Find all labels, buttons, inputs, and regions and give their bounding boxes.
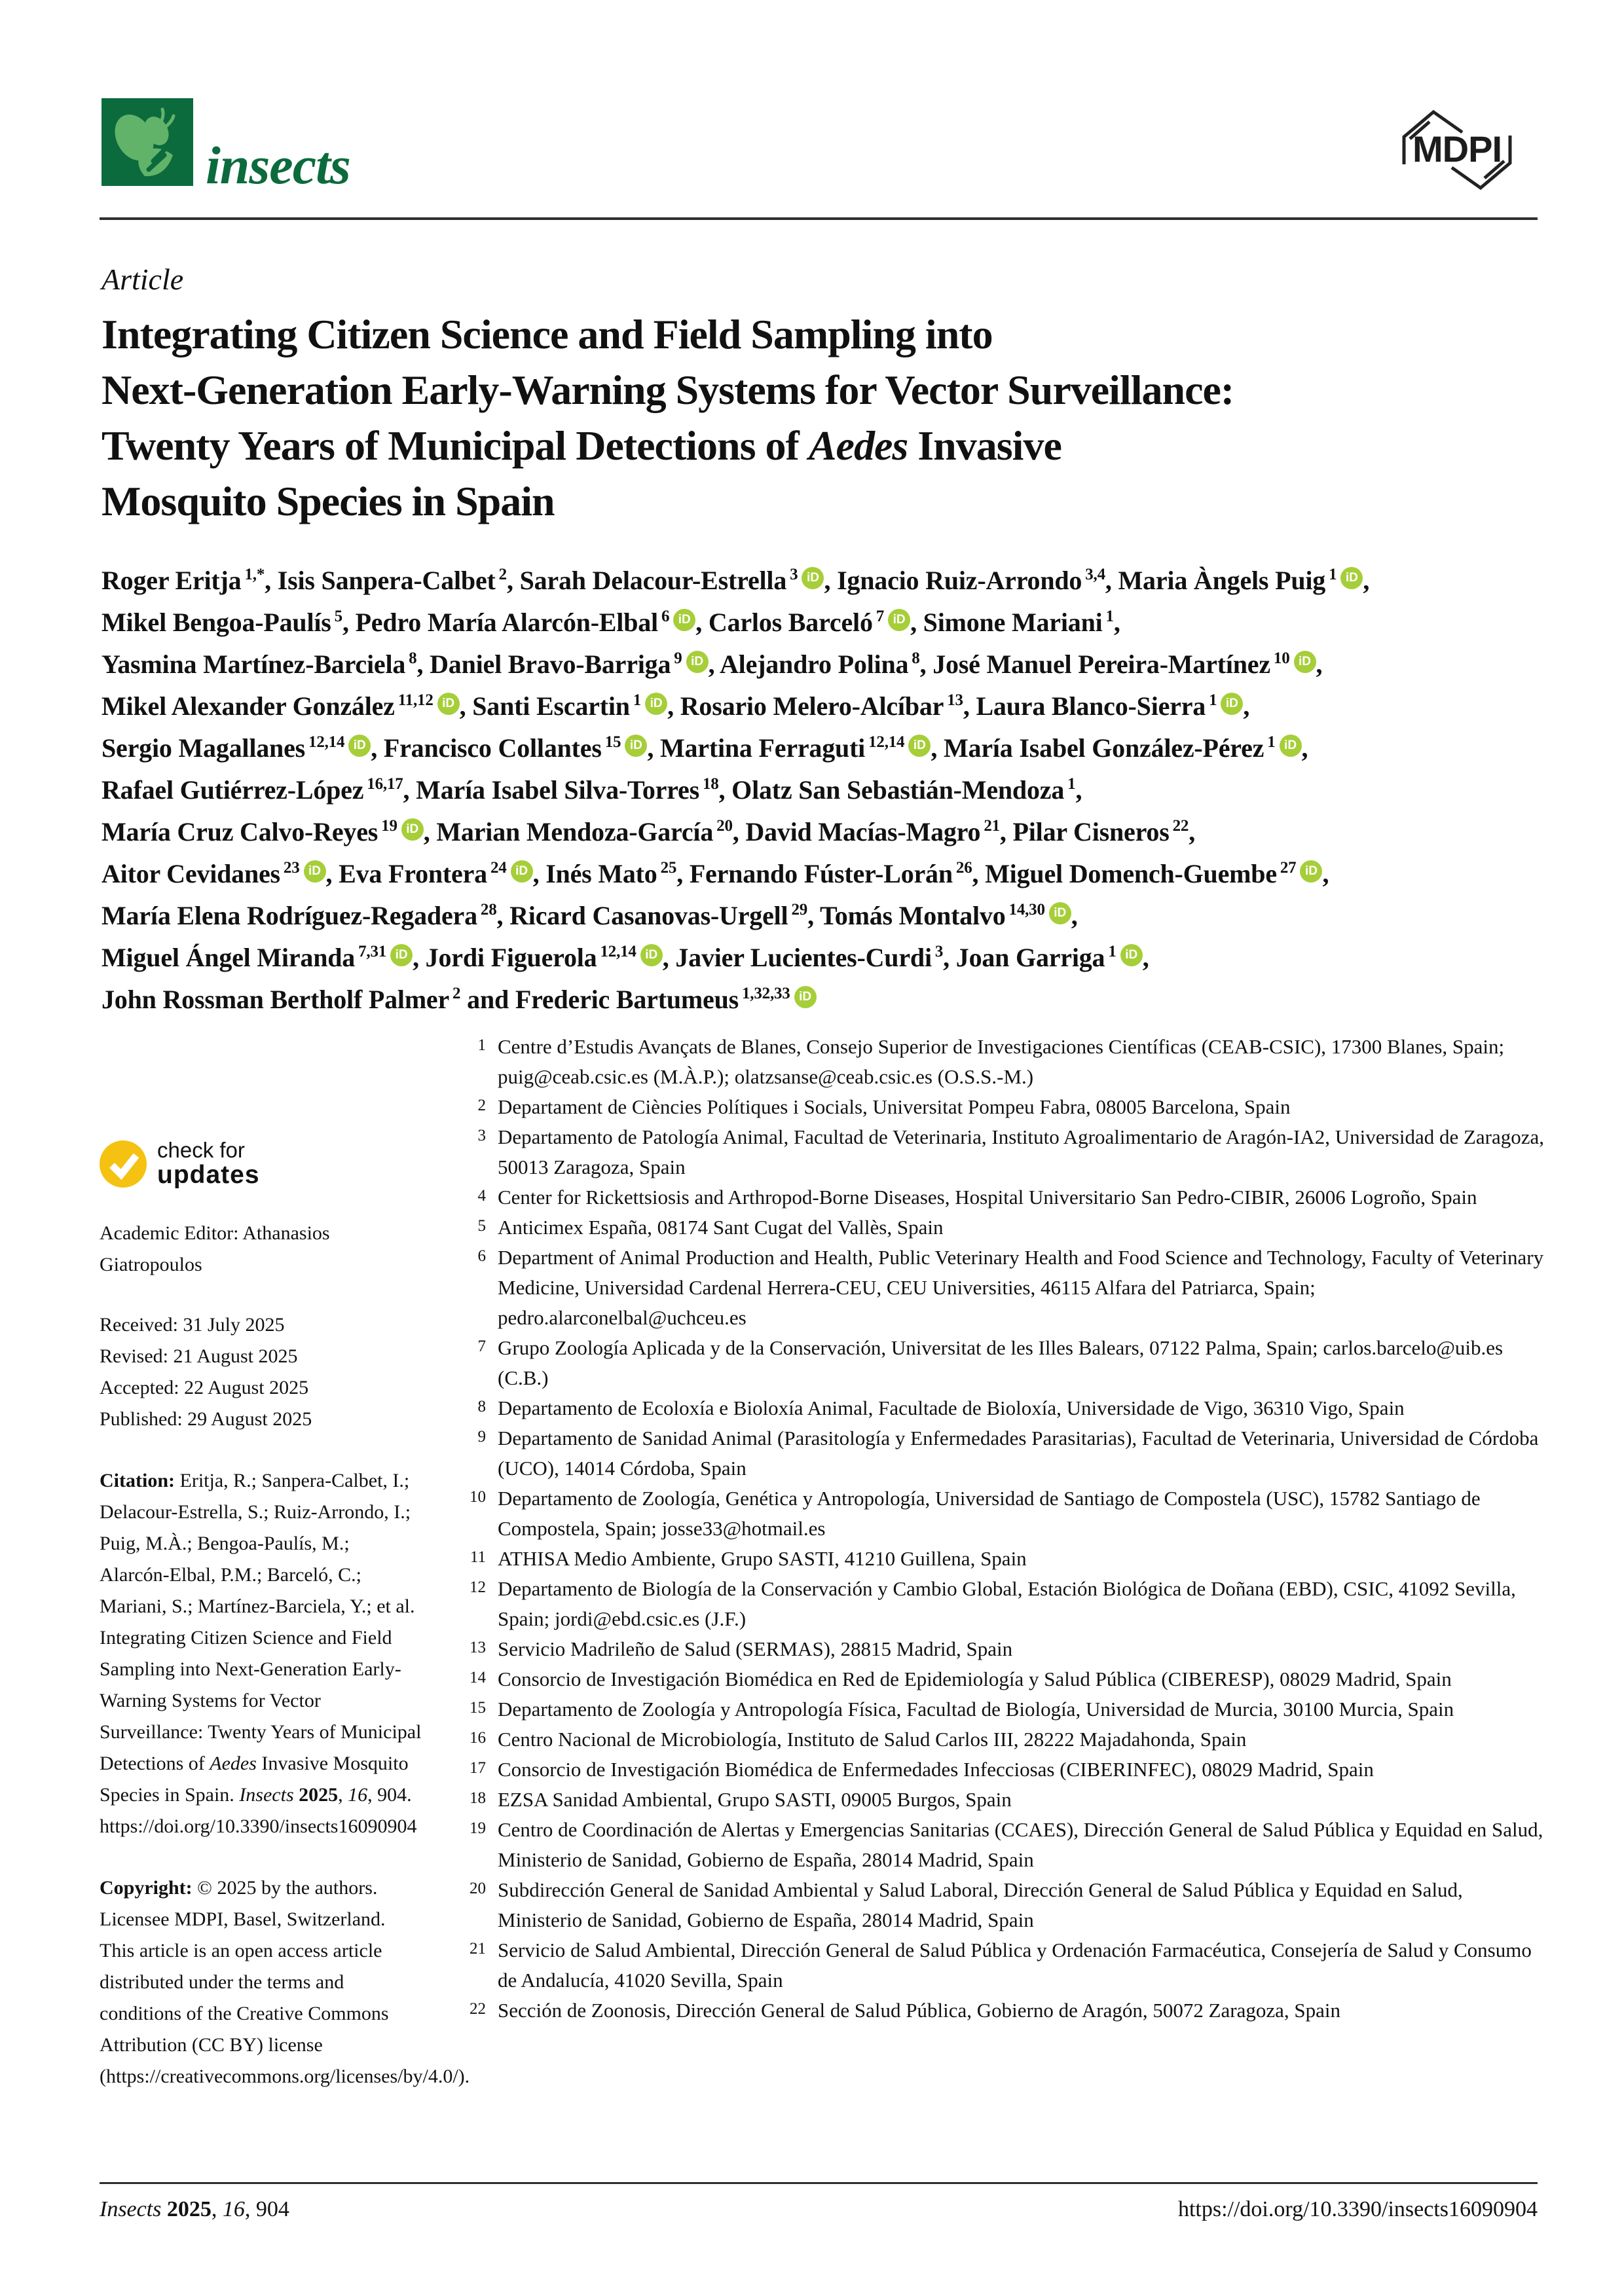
title-line: Integrating Citizen Science and Field Sampling into [101, 311, 993, 357]
author-affiliation-superscript: 6 [661, 608, 670, 625]
author-separator: , [1189, 817, 1196, 847]
affiliation-text: EZSA Sanidad Ambiental, Grupo SASTI, 09005 Burgos, Spain [498, 1788, 1012, 1811]
affiliation-text: Centre d’Estudis Avançats de Blanes, Consejo Superior de Investigaciones Científicas (CEAB-CSIC), 17300 Blanes, Spain; puig@ceab.csic.es (M.À.P.); olatzsanse@ceab.csic.es (O.S.S.-M.) [498, 1035, 1505, 1088]
author-line [101, 771, 1581, 813]
affiliation-number: 2 [477, 1097, 486, 1114]
orcid-icon[interactable]: iD [401, 818, 424, 841]
affiliation-number: 19 [470, 1819, 486, 1837]
author-name: Jordi Figuerola [425, 943, 597, 972]
author-affiliation-superscript: 1,32,33 [742, 985, 790, 1002]
left-sidebar [100, 1138, 470, 2092]
author-name: Carlos Barceló [708, 608, 873, 637]
author-affiliation-superscript: 3 [934, 943, 944, 960]
author-affiliation-superscript: 27 [1280, 859, 1297, 877]
date-line: Accepted: 22 August 2025 [100, 1376, 309, 1398]
author-separator: , [1142, 943, 1149, 972]
affiliation-text: Departament de Ciències Polítiques i Socials, Universitat Pompeu Fabra, 08005 Barcelona, Spain [498, 1095, 1291, 1118]
author-separator: , [807, 901, 820, 930]
affiliation-text: Sección de Zoonosis, Dirección General de Salud Pública, Gobierno de Aragón, 50072 Zaragoza, Spain [498, 1999, 1340, 2022]
author-affiliation-superscript: 1,* [244, 566, 265, 583]
affiliation-item [458, 1995, 1545, 2026]
author-name: Rafael Gutiérrez-López [101, 775, 364, 805]
affiliation-text: Consorcio de Investigación Biomédica en Red de Epidemiología y Salud Pública (CIBERESP), 08029 Madrid, Spain [498, 1667, 1452, 1690]
affiliation-number: 20 [470, 1880, 486, 1897]
orcid-icon[interactable]: iD [645, 693, 667, 715]
affiliation-number: 16 [470, 1729, 486, 1747]
author-line [101, 562, 1581, 604]
affiliation-text: Departamento de Zoología y Antropología Física, Facultad de Biología, Universidad de Murcia, 30100 Murcia, Spain [498, 1698, 1454, 1721]
author-separator: , [1075, 775, 1082, 805]
author-affiliation-superscript: 2 [452, 985, 461, 1002]
author-separator: , [532, 859, 546, 888]
author-line [101, 813, 1581, 855]
orcid-icon[interactable]: iD [686, 651, 709, 673]
affiliation-number: 18 [470, 1789, 486, 1807]
author-separator: , [265, 566, 278, 595]
author-affiliation-superscript: 21 [984, 817, 1000, 835]
paper-title [101, 306, 1568, 529]
author-name: Eva Frontera [339, 859, 487, 888]
copyright-block: Copyright: © 2025 by the authors. Licensee MDPI, Basel, Switzerland. This article is an open access article distributed under the terms and conditions of the Creative Commons Attribution (CC BY) license (https://creativecommons.org/licenses/by/4.0/). [100, 1876, 470, 2087]
author-separator: , [999, 817, 1013, 847]
affiliation-number: 14 [470, 1669, 486, 1686]
orcid-icon[interactable]: iD [1221, 693, 1243, 715]
author-separator: , [371, 733, 384, 763]
author-line [101, 646, 1581, 687]
affiliation-item [458, 1243, 1545, 1333]
author-name: Martina Ferraguti [659, 733, 866, 763]
author-name: Rosario Melero-Alcíbar [680, 691, 944, 721]
affiliation-item [458, 1724, 1545, 1755]
author-name: Javier Lucientes-Curdi [675, 943, 932, 972]
author-affiliation-superscript: 15 [604, 733, 621, 751]
author-affiliation-superscript: 8 [912, 649, 920, 667]
orcid-icon[interactable]: iD [640, 944, 663, 966]
author-name: Tomás Montalvo [819, 901, 1006, 930]
check-for-updates-badge[interactable] [100, 1139, 422, 1189]
author-name: Laura Blanco-Sierra [976, 691, 1206, 721]
affiliation-number: 5 [477, 1217, 486, 1235]
author-name: Sergio Magallanes [101, 733, 306, 763]
affiliation-number: 17 [470, 1759, 486, 1777]
author-separator: , [506, 566, 520, 595]
orcid-icon[interactable]: iD [1280, 735, 1302, 757]
author-affiliation-superscript: 19 [381, 817, 397, 835]
author-affiliation-superscript: 20 [716, 817, 733, 835]
author-separator: , [1105, 566, 1118, 595]
affiliation-item [458, 1122, 1545, 1182]
author-separator: , [963, 691, 976, 721]
affiliation-item [458, 1423, 1545, 1484]
affiliation-text: Anticimex España, 08174 Sant Cugat del Vallès, Spain [498, 1216, 944, 1239]
author-name: Frederic Bartumeus [515, 985, 739, 1014]
author-separator: , [943, 943, 956, 972]
author-name: Miguel Domench-Guembe [985, 859, 1277, 888]
orcid-icon[interactable]: iD [1049, 902, 1071, 924]
footer-citation: Insects 2025, 16, 904 [100, 2197, 289, 2221]
author-affiliation-superscript: 12,14 [308, 733, 345, 751]
affiliation-item [458, 1212, 1545, 1243]
footer-rule [100, 2182, 1538, 2184]
orcid-icon[interactable]: iD [1120, 944, 1143, 966]
author-name: María Isabel González-Pérez [943, 733, 1264, 763]
journal-name: insects [206, 136, 350, 195]
orcid-icon[interactable]: iD [390, 944, 413, 966]
author-line [101, 897, 1581, 939]
author-separator: , [325, 859, 339, 888]
author-affiliation-superscript: 12,14 [868, 733, 905, 751]
author-separator: , [1071, 901, 1078, 930]
author-separator: , [459, 691, 473, 721]
affiliation-item [458, 1694, 1545, 1724]
author-separator: , [342, 608, 356, 637]
orcid-icon[interactable]: iD [1294, 651, 1316, 673]
author-name: María Elena Rodríguez-Regadera [101, 901, 477, 930]
affiliation-number: 8 [477, 1398, 486, 1415]
affiliation-text: Departamento de Patología Animal, Facultad de Veterinaria, Instituto Agroalimentario de Aragón-IA2, Universidad de Zaragoza, 50013 Zaragoza, Spain [498, 1125, 1545, 1178]
affiliation-text: Center for Rickettsiosis and Arthropod-Borne Diseases, Hospital Universitario San Pedro-CIBIR, 26006 Logroño, Spain [498, 1186, 1477, 1209]
affiliation-number: 4 [477, 1187, 486, 1205]
author-name: Roger Eritja [101, 566, 242, 595]
affiliation-text: Departamento de Biología de la Conservación y Cambio Global, Estación Biológica de Doñana (EBD), CSIC, 41092 Sevilla, Spain; jordi@ebd.csic.es (J.F.) [498, 1577, 1516, 1630]
author-affiliation-superscript: 12,14 [600, 943, 637, 960]
author-separator: , [919, 649, 933, 679]
mdpi-wordmark: MDPI [1412, 128, 1502, 170]
author-separator: , [1363, 566, 1370, 595]
author-line [101, 855, 1581, 897]
author-name: Daniel Bravo-Barriga [430, 649, 671, 679]
check-icon [100, 1140, 147, 1188]
author-name: Mikel Alexander González [101, 691, 395, 721]
affiliation-number: 22 [470, 2000, 486, 2018]
author-affiliation-superscript: 16,17 [367, 775, 403, 793]
affiliation-item [458, 1664, 1545, 1694]
author-affiliation-superscript: 1 [1329, 566, 1337, 583]
author-affiliation-superscript: 25 [660, 859, 677, 877]
orcid-icon[interactable]: iD [1300, 860, 1322, 883]
author-affiliation-superscript: 7,31 [358, 943, 387, 960]
affiliation-item [458, 1875, 1545, 1935]
author-affiliation-superscript: 13 [947, 691, 963, 709]
affiliation-item [458, 1574, 1545, 1634]
author-name: Fernando Fúster-Lorán [689, 859, 953, 888]
affiliation-number: 10 [470, 1488, 486, 1506]
affiliation-item [458, 1634, 1545, 1664]
date-line: Revised: 21 August 2025 [100, 1345, 298, 1367]
author-affiliation-superscript: 11,12 [397, 691, 434, 709]
author-affiliation-superscript: 1 [1067, 775, 1076, 793]
author-separator: , [413, 943, 426, 972]
affiliation-number: 3 [477, 1127, 486, 1144]
author-line [101, 687, 1581, 729]
author-name: Simone Mariani [923, 608, 1103, 637]
author-affiliation-superscript: 3,4 [1085, 566, 1105, 583]
affiliation-text: Department of Animal Production and Health, Public Veterinary Health and Food Science and Technology, Faculty of Veterinary Medicine, Universidad Cardenal Herrera-CEU, CEU Universities, 46115 Alfara del Patriarca, Spain; pedro.alarconelbal@uchceu.es [498, 1246, 1544, 1329]
author-name: Pilar Cisneros [1012, 817, 1170, 847]
dates-block [100, 1309, 422, 1435]
affiliation-item [458, 1333, 1545, 1393]
orcid-icon[interactable]: iD [802, 567, 824, 589]
affiliation-text: Departamento de Zoología, Genética y Antropología, Universidad de Santiago de Compostela (USC), 15782 Santiago de Compostela, Spain; josse33@hotmail.es [498, 1487, 1481, 1540]
author-name: John Rossman Bertholf Palmer [101, 985, 450, 1014]
affiliation-text: Servicio de Salud Ambiental, Dirección General de Salud Pública y Ordenación Farmacéutica, Consejería de Salud y Consumo de Andalucía, 41020 Sevilla, Spain [498, 1939, 1532, 1992]
author-name: Joan Garriga [955, 943, 1105, 972]
author-affiliation-superscript: 18 [702, 775, 719, 793]
affiliation-text: Grupo Zoología Aplicada y de la Conservación, Universitat de les Illes Balears, 07122 Palma, Spain; carlos.barcelo@uib.es (C.B.) [498, 1336, 1504, 1389]
citation-block: Citation: Eritja, R.; Sanpera-Calbet, I.; Delacour-Estrella, S.; Ruiz-Arrondo, I.; Puig, M.À.; Bengoa-Paulís, M.; Alarcón-Elbal, P.M.; Barceló, C.; Mariani, S.; Martínez-Barciela, Y.; et al. Integrating Citizen Science and Field Sampling into Next-Generation Early-Warning Systems for Vector Surveillance: Twenty Years of Municipal Detections of Aedes Invasive Mosquito Species in Spain. Insects 2025, 16, 904. https://doi.org/10.3390/insects16090904 [100, 1469, 422, 1837]
author-affiliation-superscript: 8 [409, 649, 417, 667]
affiliation-text: ATHISA Medio Ambiente, Grupo SASTI, 41210 Guillena, Spain [498, 1547, 1027, 1570]
orcid-icon[interactable]: iD [625, 735, 647, 757]
author-affiliation-superscript: 1 [1105, 608, 1114, 625]
author-affiliation-superscript: 9 [674, 649, 682, 667]
author-name: Mikel Bengoa-Paulís [101, 608, 331, 637]
author-separator: , [824, 566, 838, 595]
date-line: Published: 29 August 2025 [100, 1408, 312, 1430]
affiliation-item [458, 1544, 1545, 1574]
affiliation-item [458, 1935, 1545, 1995]
author-separator: , [1316, 649, 1323, 679]
author-affiliation-superscript: 7 [876, 608, 885, 625]
author-affiliation-superscript: 1 [633, 691, 642, 709]
orcid-icon[interactable]: iD [348, 735, 371, 757]
footer [100, 2197, 1538, 2222]
orcid-icon[interactable]: iD [673, 609, 695, 631]
orcid-icon[interactable]: iD [304, 860, 326, 883]
affiliation-item [458, 1182, 1545, 1212]
affiliation-number: 11 [470, 1548, 486, 1566]
author-affiliation-superscript: 3 [790, 566, 798, 583]
article-type-label: Article [101, 263, 184, 296]
affiliation-item [458, 1815, 1545, 1875]
badge-label [157, 1139, 260, 1189]
author-separator: , [1113, 608, 1120, 637]
affiliation-list [458, 1032, 1545, 2026]
author-line [101, 939, 1581, 981]
author-affiliation-superscript: 23 [283, 859, 300, 877]
author-separator: , [931, 733, 944, 763]
title-line: Next-Generation Early-Warning Systems for Vector Surveillance: [101, 367, 1234, 413]
author-separator: , [496, 901, 510, 930]
affiliation-number: 1 [477, 1036, 486, 1054]
author-separator: , [423, 817, 437, 847]
orcid-icon[interactable]: iD [1340, 567, 1363, 589]
author-name: Yasmina Martínez-Barciela [101, 649, 406, 679]
academic-editor: Academic Editor: Athanasios Giatropoulos [100, 1222, 330, 1275]
affiliation-number: 9 [477, 1428, 486, 1446]
affiliation-text: Consorcio de Investigación Biomédica de Enfermedades Infecciosas (CIBERINFEC), 08029 Madrid, Spain [498, 1758, 1374, 1781]
author-line [101, 729, 1581, 771]
journal-logo [101, 98, 193, 186]
author-name: Olatz San Sebastián-Mendoza [731, 775, 1065, 805]
author-affiliation-superscript: 2 [498, 566, 507, 583]
insect-icon [101, 98, 193, 186]
author-separator: , [1301, 733, 1308, 763]
author-affiliation-superscript: 29 [791, 901, 808, 919]
orcid-icon[interactable]: iD [908, 735, 931, 757]
author-separator: , [718, 775, 732, 805]
orcid-icon[interactable]: iD [888, 609, 910, 631]
title-line: Mosquito Species in Spain [101, 478, 555, 524]
affiliation-number: 6 [477, 1247, 486, 1265]
author-separator: , [910, 608, 923, 637]
author-separator: , [416, 649, 430, 679]
author-block [101, 562, 1581, 1023]
affiliation-number: 21 [470, 1940, 486, 1958]
author-name: Marian Mendoza-García [436, 817, 714, 847]
author-affiliation-superscript: 1 [1108, 943, 1116, 960]
affiliation-number: 12 [470, 1578, 486, 1596]
author-line [101, 604, 1581, 646]
affiliation-item [458, 1032, 1545, 1092]
affiliation-text: Departamento de Ecoloxía e Bioloxía Animal, Facultade de Bioloxía, Universidade de Vigo, 36310 Vigo, Spain [498, 1396, 1405, 1419]
author-name: David Macías-Magro [745, 817, 981, 847]
affiliation-text: Departamento de Sanidad Animal (Parasitología y Enfermedades Parasitarias), Facultad de Veterinaria, Universidad de Córdoba (UCO), 14014 Córdoba, Spain [498, 1427, 1539, 1480]
author-name: María Isabel Silva-Torres [416, 775, 699, 805]
author-separator: , [972, 859, 986, 888]
author-name: Pedro María Alarcón-Elbal [355, 608, 658, 637]
author-name: Ricard Casanovas-Urgell [509, 901, 788, 930]
orcid-icon[interactable]: iD [794, 986, 817, 1008]
author-name: Alejandro Polina [719, 649, 909, 679]
author-line [101, 981, 1581, 1023]
author-separator: , [708, 649, 720, 679]
affiliation-text: Servicio Madrileño de Salud (SERMAS), 28815 Madrid, Spain [498, 1637, 1013, 1660]
affiliation-number: 13 [470, 1639, 486, 1656]
author-separator: , [403, 775, 416, 805]
author-name: Isis Sanpera-Calbet [277, 566, 496, 595]
author-name: Sarah Delacour-Estrella [519, 566, 787, 595]
author-separator: , [695, 608, 709, 637]
author-affiliation-superscript: 14,30 [1008, 901, 1045, 919]
affiliation-item [458, 1393, 1545, 1423]
author-name: Francisco Collantes [383, 733, 602, 763]
author-name: Santi Escartin [472, 691, 630, 721]
author-name: Maria Àngels Puig [1118, 566, 1326, 595]
author-affiliation-superscript: 10 [1273, 649, 1290, 667]
affiliation-text: Centro de Coordinación de Alertas y Emergencias Sanitarias (CCAES), Dirección General de Salud Pública y Equidad en Salud, Ministerio de Sanidad, Gobierno de España, 28014 Madrid, Spain [498, 1818, 1543, 1871]
author-name: Miguel Ángel Miranda [101, 943, 356, 972]
author-name: María Cruz Calvo-Reyes [101, 817, 378, 847]
affiliation-text: Centro Nacional de Microbiología, Instituto de Salud Carlos III, 28222 Majadahonda, Spain [498, 1728, 1247, 1751]
author-separator: , [676, 859, 690, 888]
footer-doi-link[interactable]: https://doi.org/10.3390/insects16090904 [1177, 2197, 1538, 2221]
orcid-icon[interactable]: iD [511, 860, 533, 883]
author-separator: , [647, 733, 660, 763]
author-affiliation-superscript: 28 [480, 901, 497, 919]
date-line: Received: 31 July 2025 [100, 1313, 285, 1336]
mdpi-logo [1387, 107, 1527, 193]
badge-line2: updates [157, 1160, 260, 1189]
affiliation-item [458, 1785, 1545, 1815]
header-rule [100, 217, 1538, 220]
author-name: Inés Mato [545, 859, 657, 888]
affiliation-number: 15 [470, 1699, 486, 1717]
author-separator: and [460, 985, 515, 1014]
author-name: José Manuel Pereira-Martínez [932, 649, 1270, 679]
author-separator: , [662, 943, 676, 972]
author-separator: , [1243, 691, 1250, 721]
author-separator: , [667, 691, 680, 721]
orcid-icon[interactable]: iD [437, 693, 460, 715]
badge-line1: check for [157, 1138, 245, 1162]
author-separator: , [732, 817, 746, 847]
affiliation-item [458, 1092, 1545, 1122]
author-name: Ignacio Ruiz-Arrondo [837, 566, 1082, 595]
affiliation-item [458, 1755, 1545, 1785]
author-name: Aitor Cevidanes [101, 859, 280, 888]
affiliation-number: 7 [477, 1338, 486, 1355]
author-affiliation-superscript: 1 [1267, 733, 1276, 751]
author-affiliation-superscript: 24 [490, 859, 507, 877]
author-affiliation-superscript: 5 [334, 608, 342, 625]
author-affiliation-superscript: 22 [1172, 817, 1189, 835]
author-affiliation-superscript: 1 [1209, 691, 1217, 709]
affiliation-text: Subdirección General de Sanidad Ambiental y Salud Laboral, Dirección General de Salud Pública y Equidad en Salud, Ministerio de Sanidad, Gobierno de España, 28014 Madrid, Spain [498, 1878, 1463, 1931]
author-separator: , [1322, 859, 1329, 888]
title-line: Twenty Years of Municipal Detections of Aedes Invasive [101, 422, 1061, 469]
affiliation-item [458, 1484, 1545, 1544]
author-affiliation-superscript: 26 [955, 859, 972, 877]
